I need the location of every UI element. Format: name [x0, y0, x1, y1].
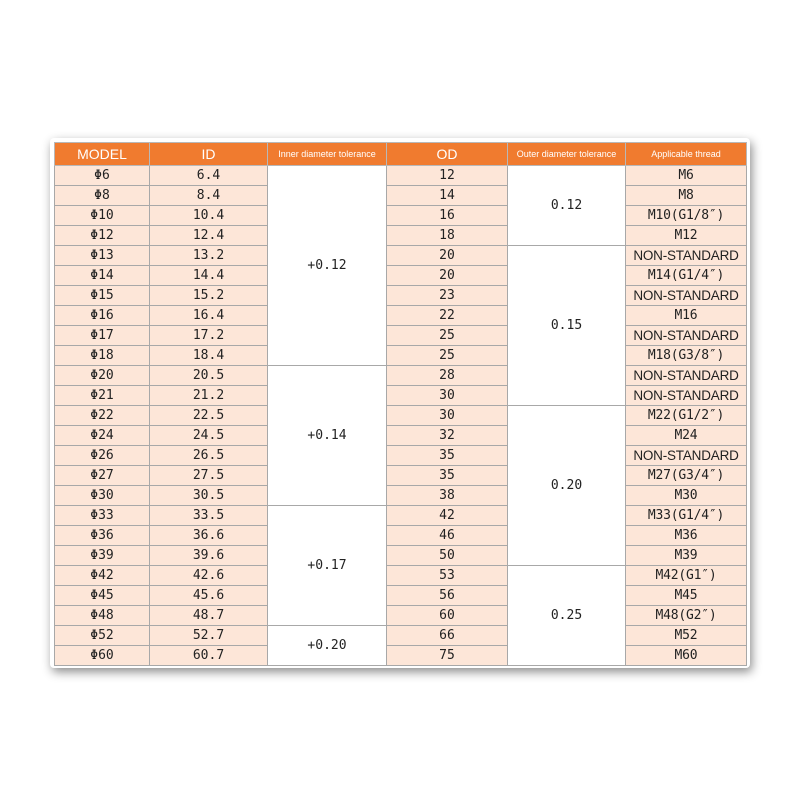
od-cell: 23	[387, 286, 508, 306]
id-cell: 10.4	[150, 206, 268, 226]
model-cell: Φ17	[55, 326, 150, 346]
thread-cell: M6	[626, 166, 747, 186]
table-row	[55, 306, 747, 326]
table-row	[55, 366, 747, 386]
thread-cell: M30	[626, 486, 747, 506]
table-row	[55, 346, 747, 366]
id-cell: 8.4	[150, 186, 268, 206]
od-cell: 35	[387, 466, 508, 486]
model-cell: Φ39	[55, 546, 150, 566]
id-cell: 42.6	[150, 566, 268, 586]
thread-cell: M60	[626, 646, 747, 666]
od-cell: 30	[387, 406, 508, 426]
thread-cell: M14(G1/4″)	[626, 266, 747, 286]
model-cell: Φ26	[55, 446, 150, 466]
model-cell: Φ45	[55, 586, 150, 606]
table-row	[55, 646, 747, 666]
thread-cell: M24	[626, 426, 747, 446]
table-row	[55, 566, 747, 586]
thread-cell: M10(G1/8″)	[626, 206, 747, 226]
thread-cell: M36	[626, 526, 747, 546]
table-row	[55, 386, 747, 406]
od-cell: 56	[387, 586, 508, 606]
od-cell: 35	[387, 446, 508, 466]
od-cell: 22	[387, 306, 508, 326]
od-cell: 32	[387, 426, 508, 446]
thread-cell: M27(G3/4″)	[626, 466, 747, 486]
od-cell: 25	[387, 346, 508, 366]
id-cell: 52.7	[150, 626, 268, 646]
od-cell: 20	[387, 266, 508, 286]
table-row	[55, 526, 747, 546]
od-cell: 75	[387, 646, 508, 666]
id-cell: 39.6	[150, 546, 268, 566]
inner-tolerance-cell: +0.14	[268, 366, 387, 506]
thread-cell: M22(G1/2″)	[626, 406, 747, 426]
id-cell: 13.2	[150, 246, 268, 266]
id-cell: 18.4	[150, 346, 268, 366]
id-cell: 12.4	[150, 226, 268, 246]
outer-tolerance-cell: 0.12	[508, 166, 626, 246]
table-row	[55, 266, 747, 286]
header-row	[55, 143, 747, 166]
model-cell: Φ30	[55, 486, 150, 506]
id-cell: 36.6	[150, 526, 268, 546]
od-cell: 20	[387, 246, 508, 266]
id-cell: 21.2	[150, 386, 268, 406]
thread-cell: NON-STANDARD	[626, 326, 747, 346]
od-cell: 53	[387, 566, 508, 586]
id-cell: 20.5	[150, 366, 268, 386]
model-cell: Φ27	[55, 466, 150, 486]
od-cell: 16	[387, 206, 508, 226]
thread-cell: M33(G1/4″)	[626, 506, 747, 526]
od-cell: 42	[387, 506, 508, 526]
thread-cell: M48(G2″)	[626, 606, 747, 626]
thread-cell: NON-STANDARD	[626, 386, 747, 406]
model-cell: Φ10	[55, 206, 150, 226]
id-cell: 6.4	[150, 166, 268, 186]
header-thread: Applicable thread	[626, 143, 747, 166]
od-cell: 38	[387, 486, 508, 506]
id-cell: 17.2	[150, 326, 268, 346]
thread-cell: M45	[626, 586, 747, 606]
model-cell: Φ15	[55, 286, 150, 306]
inner-tolerance-cell: +0.17	[268, 506, 387, 626]
table-row	[55, 486, 747, 506]
table-body	[55, 166, 747, 666]
header-model: MODEL	[55, 143, 150, 166]
table-row	[55, 406, 747, 426]
header-outer-tolerance: Outer diameter tolerance	[508, 143, 626, 166]
table-row	[55, 586, 747, 606]
id-cell: 15.2	[150, 286, 268, 306]
table-row	[55, 426, 747, 446]
model-cell: Φ12	[55, 226, 150, 246]
outer-tolerance-cell: 0.15	[508, 246, 626, 406]
model-cell: Φ13	[55, 246, 150, 266]
id-cell: 27.5	[150, 466, 268, 486]
id-cell: 22.5	[150, 406, 268, 426]
id-cell: 16.4	[150, 306, 268, 326]
header-id: ID	[150, 143, 268, 166]
model-cell: Φ36	[55, 526, 150, 546]
spec-table	[54, 142, 747, 666]
od-cell: 12	[387, 166, 508, 186]
od-cell: 14	[387, 186, 508, 206]
table-row	[55, 506, 747, 526]
od-cell: 60	[387, 606, 508, 626]
model-cell: Φ22	[55, 406, 150, 426]
model-cell: Φ14	[55, 266, 150, 286]
inner-tolerance-cell: +0.20	[268, 626, 387, 666]
od-cell: 50	[387, 546, 508, 566]
od-cell: 28	[387, 366, 508, 386]
inner-tolerance-cell: +0.12	[268, 166, 387, 366]
table-row	[55, 626, 747, 646]
thread-cell: M39	[626, 546, 747, 566]
thread-cell: M52	[626, 626, 747, 646]
header-od: OD	[387, 143, 508, 166]
model-cell: Φ18	[55, 346, 150, 366]
thread-cell: NON-STANDARD	[626, 446, 747, 466]
thread-cell: M42(G1″)	[626, 566, 747, 586]
table-row	[55, 326, 747, 346]
header-inner-tolerance: Inner diameter tolerance	[268, 143, 387, 166]
od-cell: 30	[387, 386, 508, 406]
id-cell: 48.7	[150, 606, 268, 626]
table-row	[55, 606, 747, 626]
outer-tolerance-cell: 0.20	[508, 406, 626, 566]
id-cell: 45.6	[150, 586, 268, 606]
id-cell: 60.7	[150, 646, 268, 666]
model-cell: Φ6	[55, 166, 150, 186]
thread-cell: M12	[626, 226, 747, 246]
od-cell: 25	[387, 326, 508, 346]
table-row	[55, 286, 747, 306]
model-cell: Φ16	[55, 306, 150, 326]
outer-tolerance-cell: 0.25	[508, 566, 626, 666]
table-row	[55, 166, 747, 186]
id-cell: 14.4	[150, 266, 268, 286]
id-cell: 24.5	[150, 426, 268, 446]
thread-cell: NON-STANDARD	[626, 286, 747, 306]
model-cell: Φ48	[55, 606, 150, 626]
table-row	[55, 466, 747, 486]
table-row	[55, 226, 747, 246]
model-cell: Φ33	[55, 506, 150, 526]
model-cell: Φ60	[55, 646, 150, 666]
id-cell: 33.5	[150, 506, 268, 526]
od-cell: 66	[387, 626, 508, 646]
model-cell: Φ42	[55, 566, 150, 586]
id-cell: 26.5	[150, 446, 268, 466]
model-cell: Φ21	[55, 386, 150, 406]
id-cell: 30.5	[150, 486, 268, 506]
thread-cell: NON-STANDARD	[626, 246, 747, 266]
model-cell: Φ20	[55, 366, 150, 386]
thread-cell: M16	[626, 306, 747, 326]
thread-cell: NON-STANDARD	[626, 366, 747, 386]
model-cell: Φ8	[55, 186, 150, 206]
table-row	[55, 246, 747, 266]
spec-card	[50, 138, 750, 668]
table-row	[55, 206, 747, 226]
thread-cell: M18(G3/8″)	[626, 346, 747, 366]
model-cell: Φ52	[55, 626, 150, 646]
od-cell: 18	[387, 226, 508, 246]
table-row	[55, 546, 747, 566]
thread-cell: M8	[626, 186, 747, 206]
model-cell: Φ24	[55, 426, 150, 446]
od-cell: 46	[387, 526, 508, 546]
table-row	[55, 186, 747, 206]
table-row	[55, 446, 747, 466]
